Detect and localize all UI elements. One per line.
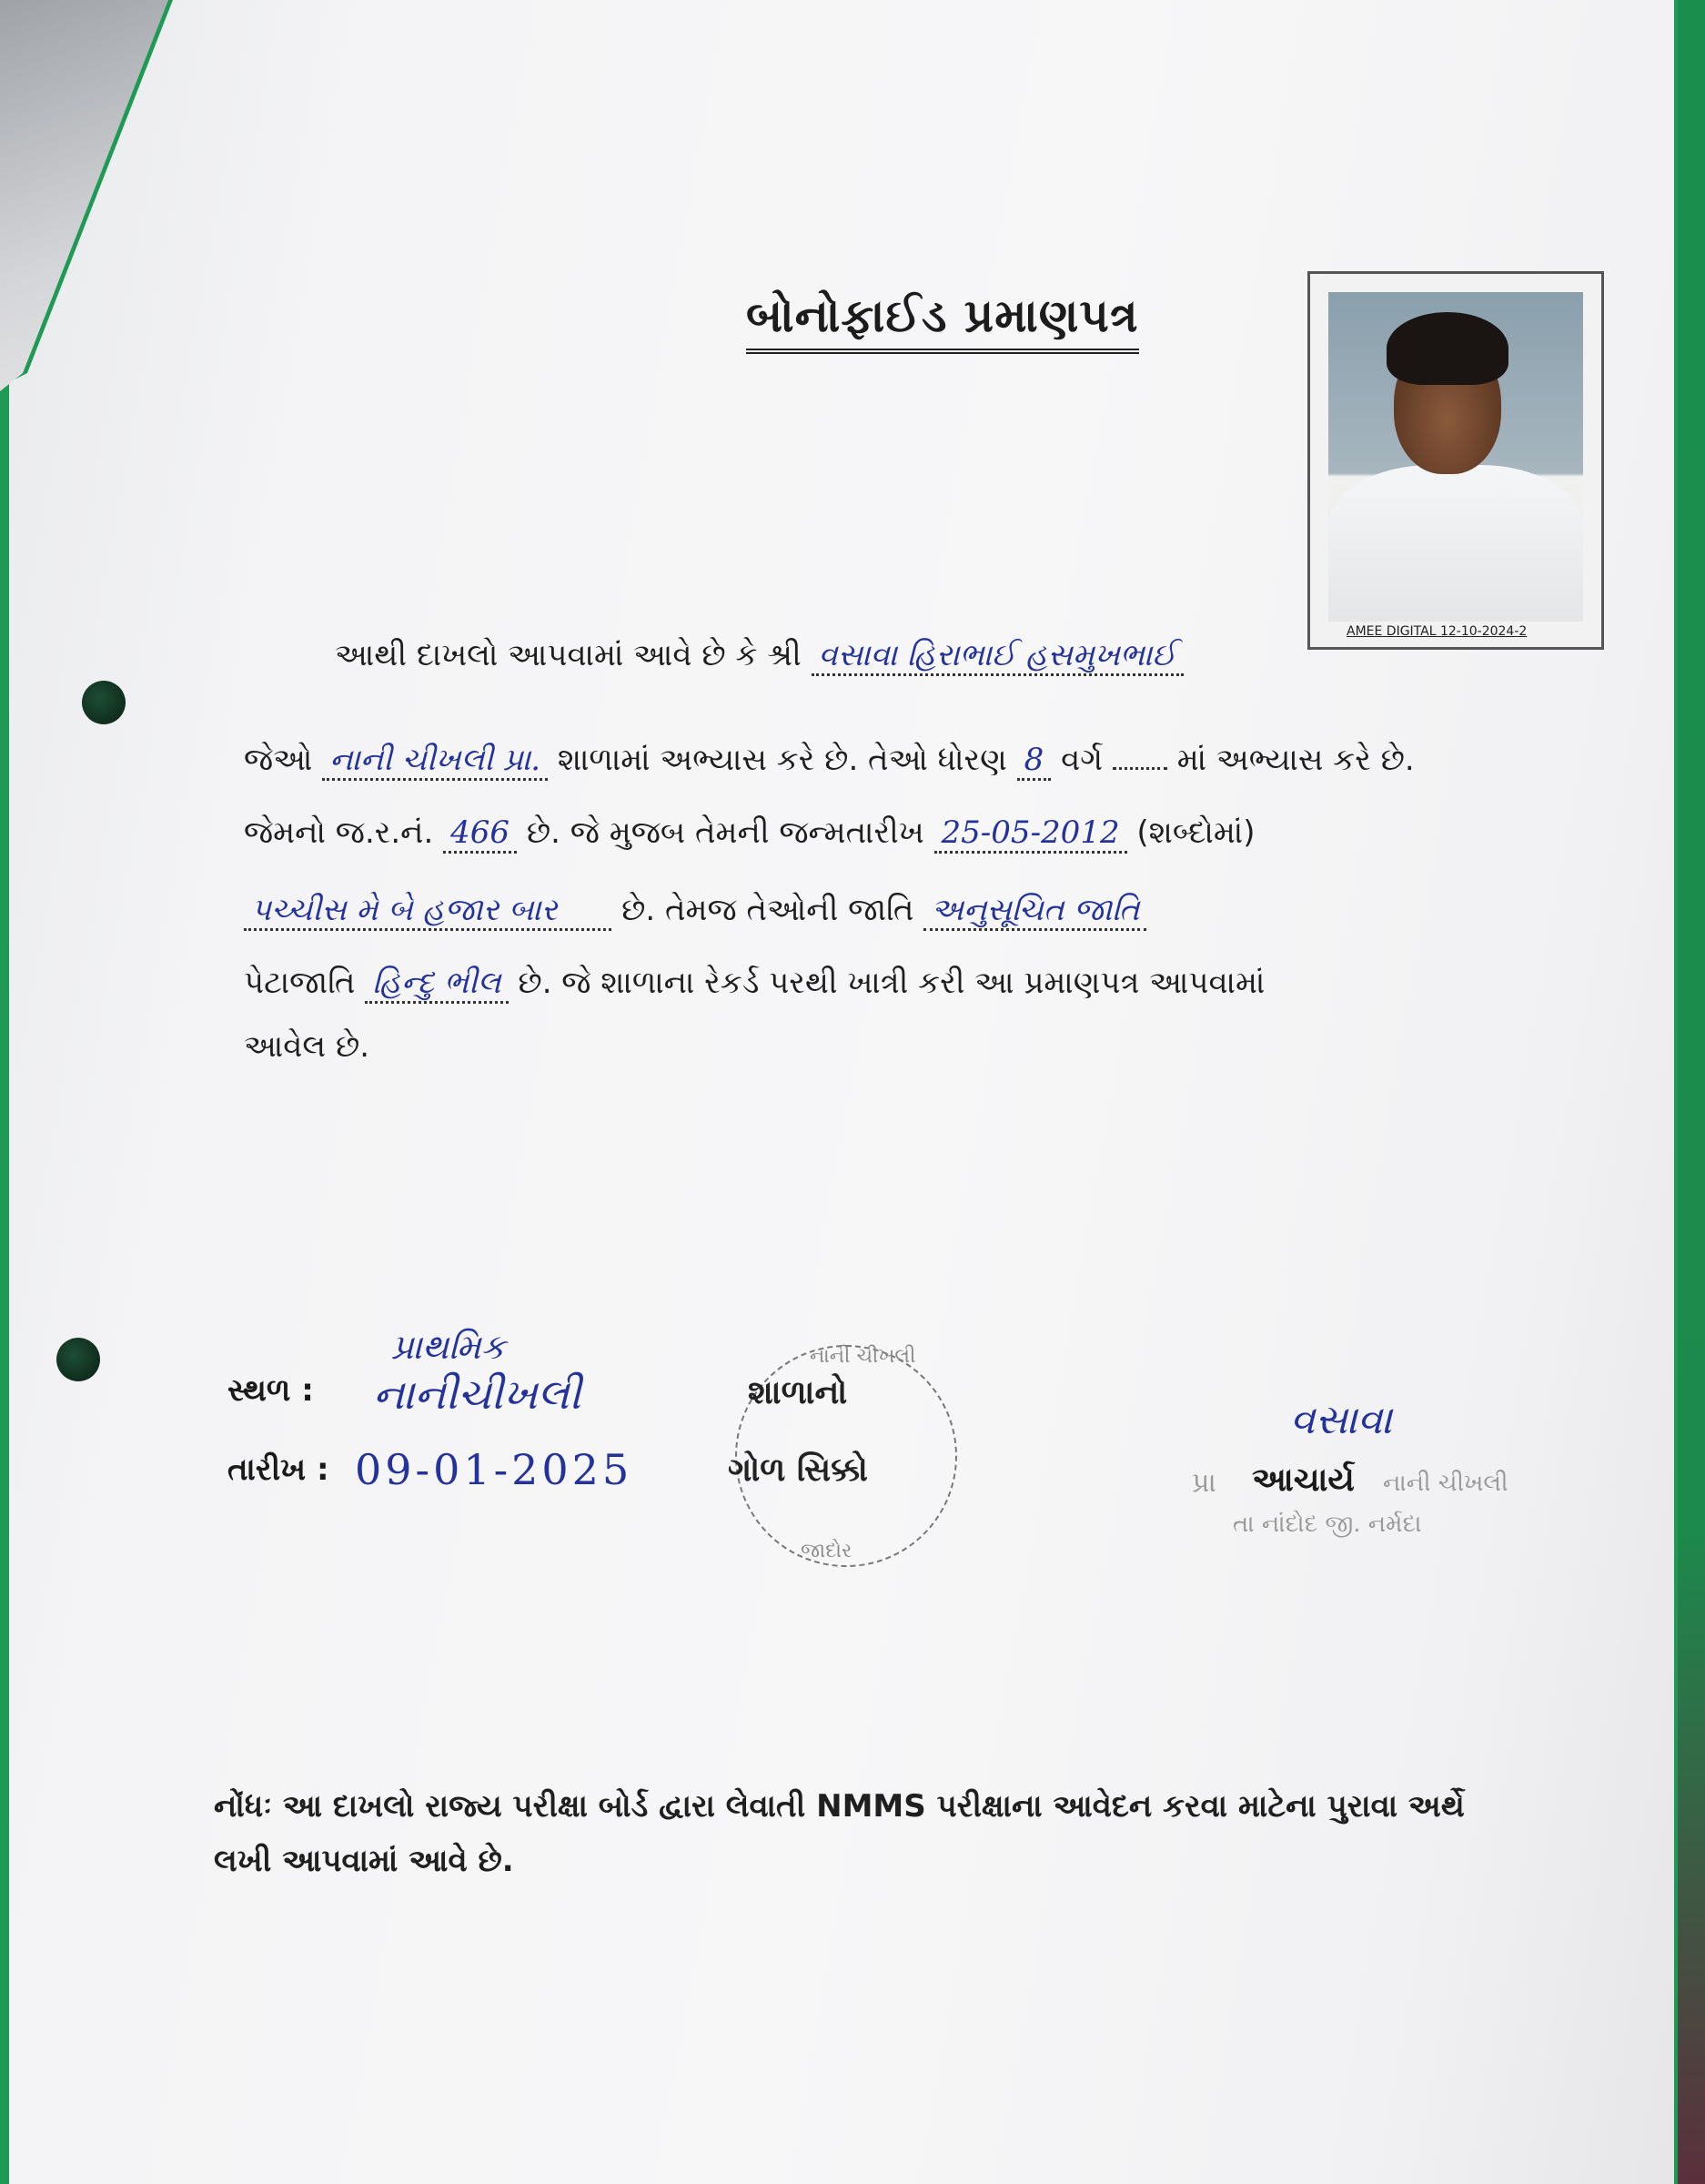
- place-value: નાનીચીખલી: [373, 1370, 581, 1419]
- student-name: વસાવા હિરાભાઈ હસમુખભાઈ: [812, 637, 1184, 676]
- line-6-text: આવેલ છે.: [244, 1028, 370, 1065]
- student-photo-frame: [1307, 271, 1604, 650]
- punch-hole-top: [82, 681, 126, 724]
- date-label: તારીખ :: [227, 1451, 329, 1488]
- line-5-suffix: છે. જે શાળાના રેકર્ડ પરથી ખાત્રી કરી આ પ્રમાણપત્ર આપવામાં: [518, 965, 1266, 1001]
- signatory-title: આચાર્ય: [1252, 1461, 1355, 1499]
- birth-date-in-words: પચ્ચીસ મે બે હજાર બાર: [244, 892, 611, 931]
- place-label: સ્થળ :: [227, 1372, 314, 1409]
- line-2-class-label: વર્ગ: [1061, 742, 1104, 778]
- line-4-mid: છે. તેમજ તેઓની જાતિ: [621, 892, 914, 928]
- line-3-prefix: જેમનો જ.ર.નં.: [244, 814, 434, 851]
- line-2: [244, 742, 1415, 778]
- student-photo: [1328, 292, 1583, 622]
- line-1-prefix: આથી દાખલો આપવામાં આવે છે કે શ્રી: [335, 637, 802, 673]
- line-6: [244, 1028, 369, 1065]
- seal-ring-text: નાની ચીખલી: [810, 1345, 916, 1368]
- line-3: [244, 814, 1256, 851]
- signatory-stamp-line-2: તા નાંદોદ જી. નર્મદા: [1233, 1511, 1422, 1538]
- signatory-prefix: પ્રા: [1192, 1467, 1216, 1499]
- seal-line-1: શાળાનો: [748, 1374, 848, 1411]
- standard-value: 8: [1017, 742, 1052, 781]
- gr-number: 466: [443, 814, 517, 854]
- sub-caste-value: હિન્દુ ભીલ: [365, 965, 508, 1004]
- place-value-top: પ્રાથમિક: [391, 1327, 506, 1367]
- line-2-suffix: માં અભ્યાસ કરે છે.: [1176, 742, 1415, 778]
- line-3-mid: છે. જે મુજબ તેમની જન્મતારીખ: [526, 814, 924, 851]
- school-name: નાની ચીખલી પ્રા.: [322, 742, 548, 781]
- date-value: 09-01-2025: [355, 1445, 633, 1494]
- caste-value: અનુસૂચિત જાતિ: [923, 892, 1146, 931]
- green-background-strip: [1678, 0, 1705, 2184]
- photo-caption: AMEE DIGITAL 12-10-2024-2: [1347, 624, 1528, 639]
- line-3-suffix: (શબ્દોમાં): [1136, 814, 1256, 851]
- line-5: [244, 965, 1265, 1001]
- photo-shirt: [1328, 465, 1583, 622]
- principal-signature: વસાવા: [1290, 1397, 1393, 1443]
- line-5-prefix: પેટાજાતિ: [244, 965, 356, 1001]
- footnote: નોંધઃ આ દાખલો રાજ્ય પરીક્ષા બોર્ડ દ્વારા લેવાતી NMMS પરીક્ષાના આવેદન કરવા માટેના પુરાવા અર્થે લખી આપવામાં આવે છે.: [214, 1788, 1465, 1879]
- division-value: [1113, 767, 1167, 770]
- signatory-stamp-line-1: નાની ચીખલી: [1383, 1470, 1508, 1497]
- line-2-prefix: જેઓ: [244, 742, 313, 778]
- punch-hole-bottom: [56, 1338, 100, 1381]
- line-1: [335, 637, 1184, 673]
- birth-date: 25-05-2012: [934, 814, 1127, 854]
- line-4: [244, 892, 1146, 928]
- seal-ring-bottom: જાદોર: [801, 1540, 852, 1562]
- line-2-mid: શાળામાં અભ્યાસ કરે છે. તેઓ ધોરણ: [557, 742, 1007, 778]
- certificate-title: બોનોફાઈડ પ્રમાણપત્ર: [746, 289, 1139, 354]
- photo-hair: [1387, 312, 1508, 385]
- seal-line-2: ગોળ સિક્કો: [728, 1451, 868, 1489]
